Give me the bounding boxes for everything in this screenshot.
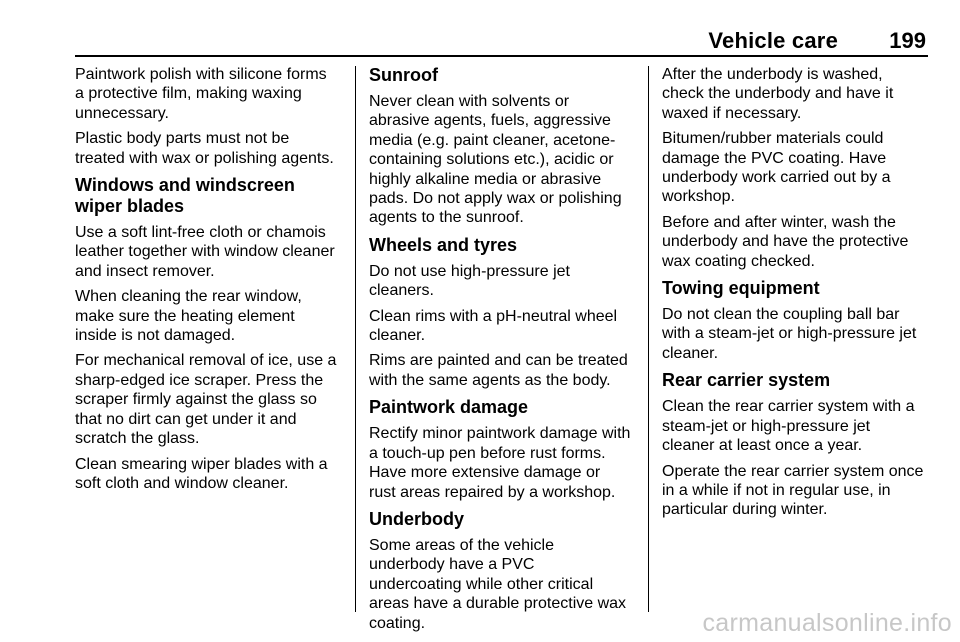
page-header [75,28,928,54]
paragraph: When cleaning the rear window, make sure the heating element inside is not damaged. [75,288,302,345]
column-2 [369,65,631,639]
section-heading: Paintwork damage [369,397,529,418]
column-divider-2 [648,66,649,612]
section-heading: Rear carrier system [662,370,831,391]
paragraph: Paintwork polish with silicone forms a protective film, making waxing unnecessary. [75,66,327,122]
paragraph: Use a soft lint-free cloth or chamois leather together with window cleaner and insect remover. [75,224,335,280]
section-title: Vehicle care [708,28,838,53]
section-heading: Windows and windscreen wiper blades [75,175,295,217]
paragraph: Do not clean the coupling ball bar with a steam-jet or high-pressure jet cleaner. [662,306,917,362]
paragraph: Do not use high-pressure jet cleaners. [369,262,570,300]
paragraph: Clean the rear carrier system with a steam-jet or high-pressure jet cleaner at least once a year. [662,398,915,455]
paragraph: Some areas of the vehicle underbody have a PVC undercoating while other critical areas have a durable protective wax coating. [369,536,627,632]
section-heading: Towing equipment [662,278,820,299]
column-3 [662,65,924,526]
paragraph: Rectify minor paintwork damage with a touch-up pen before rust forms. Have more extensive damage or rust areas repaired by a workshop. [369,425,631,501]
column-1 [75,65,337,499]
paragraph: Never clean with solvents or abrasive agents, fuels, aggressive media (e.g. paint cleaner, acetone-containing solutions etc.), acidic or highly alkaline media or abrasive pads. Do not apply wax or polishing agents to the sunroof. [369,93,622,227]
section-heading: Underbody [369,508,465,529]
page-number: 199 [889,28,926,53]
paragraph: Plastic body parts must not be treated with wax or polishing agents. [75,130,334,167]
paragraph: Operate the rear carrier system once in a while if not in regular use, in particular during winter. [662,462,924,519]
paragraph: Rims are painted and can be treated with the same agents as the body. [369,352,628,389]
paragraph: Bitumen/rubber materials could damage the PVC coating. Have underbody work carried out by a workshop. [662,130,891,206]
header-divider [75,55,928,57]
paragraph: Before and after winter, wash the underbody and have the protective wax coating checked. [662,213,909,270]
paragraph: Clean smearing wiper blades with a soft cloth and window cleaner. [75,455,328,492]
watermark-text: carmanualsonline.info [702,609,952,637]
column-divider-1 [355,66,356,612]
section-heading: Sunroof [369,65,438,85]
section-heading: Wheels and tyres [369,234,518,255]
paragraph: After the underbody is washed, check the underbody and have it waxed if necessary. [662,66,894,122]
paragraph: Clean rims with a pH-neutral wheel cleaner. [369,307,618,345]
paragraph: For mechanical removal of ice, use a sharp-edged ice scraper. Press the scraper firmly against the glass so that no dirt can get under it and scratch the glass. [75,352,337,448]
